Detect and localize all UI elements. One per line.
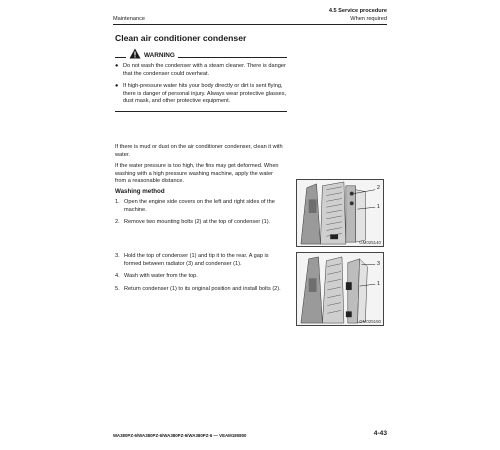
page-number: 4-43 — [373, 430, 387, 437]
bullet-dot: ● — [115, 63, 119, 69]
warning-item: ● Do not wash the condenser with a steam cleaner. There is danger that the condenser could overheat. — [115, 63, 286, 77]
header-section: Maintenance — [113, 16, 146, 22]
bullet-dot: ● — [115, 83, 119, 89]
warning-label: WARNING — [144, 52, 175, 59]
figure-code: GM025140 — [359, 240, 381, 245]
condenser-bolts-figure — [296, 179, 384, 247]
header-rule — [113, 24, 387, 25]
warning-list — [115, 63, 287, 106]
washing-method-heading: Washing method — [115, 188, 165, 195]
step-item: 2. Remove two mounting bolts (2) at the top of condenser (1). — [115, 219, 271, 225]
warning-rule-left — [115, 57, 126, 58]
steps-list — [115, 253, 285, 298]
callout-label: 2 — [376, 185, 380, 191]
page-title: Clean air conditioner condenser — [115, 33, 247, 43]
step-item: 4. Wash with water from the top. — [115, 273, 198, 279]
warning-rule-bottom — [115, 111, 287, 112]
condenser-tilt-figure — [296, 252, 384, 326]
procedure-title: 4.5 Service procedure — [328, 8, 387, 14]
callout-label: 1 — [376, 281, 380, 287]
step-item: 5. Return condenser (1) to its original position and install bolts (2). — [115, 285, 281, 292]
figure-code: GM025150 — [359, 319, 381, 324]
paragraph: If the water pressure is too high, the fins may get deformed. When washing with a high pressure washing machine, apply the water from a reasonable distance. — [115, 163, 279, 184]
warning-triangle-icon — [129, 48, 141, 59]
callout-label: 1 — [376, 204, 380, 210]
warning-item: ● If high-pressure water hits your body directly or dirt is sent flying, there is danger of personal injury. Always wear protective glasses, dust mask, and other protective equipment. — [115, 83, 287, 104]
step-item: 1. Open the engine side covers on the left and right sides of the machine. — [115, 199, 275, 213]
steps-list — [115, 199, 285, 232]
warning-header — [115, 47, 287, 59]
warning-rule-right — [178, 57, 287, 58]
footer-models: WA380PZ-6/WA380PZ-6/WA380PZ-6/WA380PZ-6 — VEAM180800 — [113, 433, 247, 438]
step-item: 3. Hold the top of condenser (1) and tip it to the rear. A gap is formed between radiator (3) and condenser (1). — [115, 253, 269, 267]
callout-label: 3 — [376, 261, 380, 267]
paragraph: If there is mud or dust on the air conditioner condenser, clean it with water. — [115, 144, 283, 158]
warning-box — [115, 47, 287, 112]
condenser-tilt-illustration — [297, 253, 383, 325]
header-procedure — [329, 8, 387, 23]
condenser-bolts-illustration — [297, 180, 383, 246]
procedure-subtitle: When required — [350, 15, 387, 22]
